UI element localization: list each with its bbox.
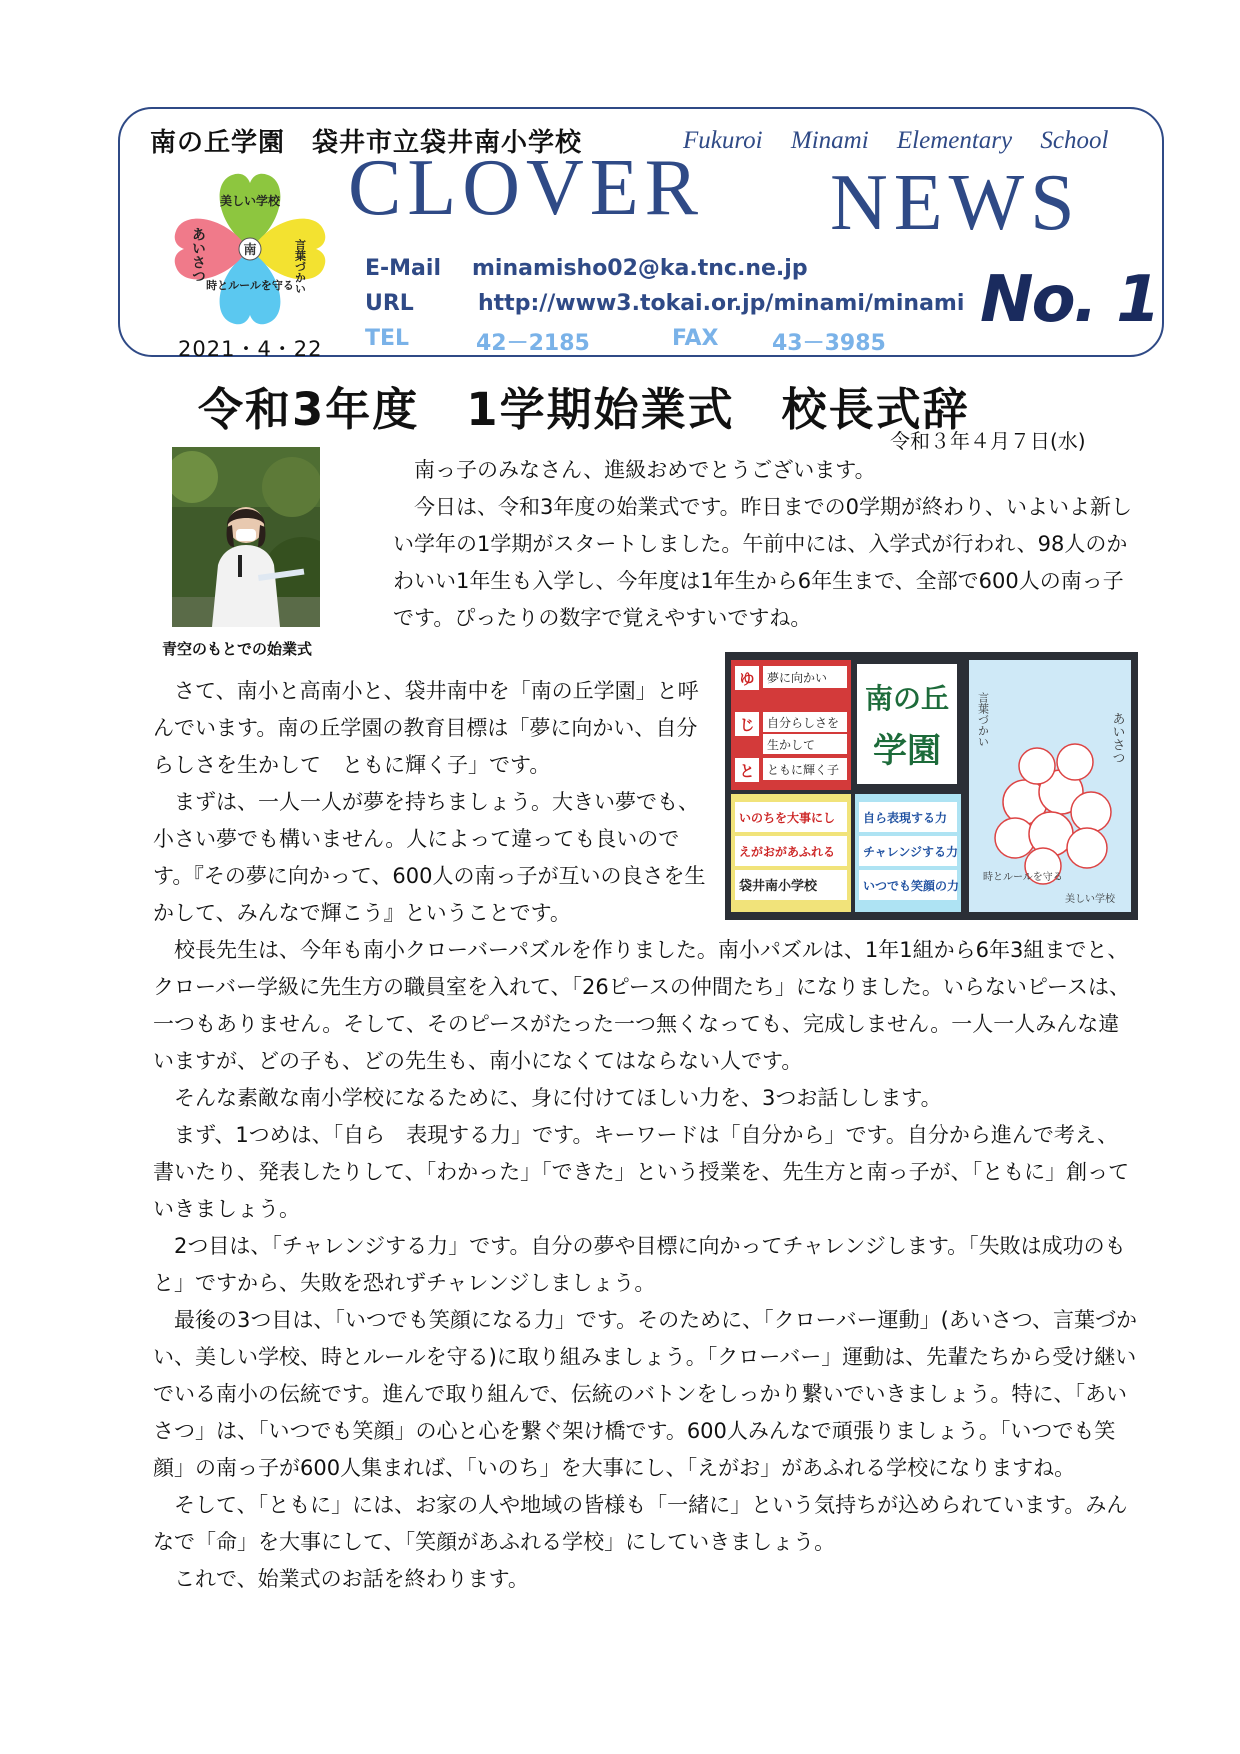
board-right-bottom-left: 時とルールを守る <box>983 872 1063 883</box>
board-lower-mid: 自ら表現する力 <box>863 811 948 825</box>
board-right-bottom: 美しい学校 <box>1065 894 1115 905</box>
paragraph-line: さて、南小と高南小と、袋井南中を「南の丘学園」と呼んでいます。南の丘学園の教育目標は「夢に向かい、自分らしさを生かして ともに輝く子」です。 <box>153 679 699 777</box>
paragraph-line: 2つ目は、「チャレンジする力」です。自分の夢や目標に向かってチャレンジします。「失敗は成功のもと」ですから、失敗を恐れずチャレンジしましょう。 <box>153 1234 1126 1295</box>
board-title-top: 南の丘 <box>864 682 950 715</box>
paragraph-line: そして、「ともに」には、お家の人や地域の皆様も「一緒に」という気持ちが込められています。みんなで「命」を大事にして、「笑顔があふれる学校」にしていきましょう。 <box>153 1493 1128 1554</box>
paragraph-line: 校長先生は、今年も南小クローバーパズルを作りました。南小パズルは、1年1組から6年3組までと、クローバー学級に先生方の職員室を入れて、「26ピースの仲間たち」になりました。いらないピースは、一つもありません。そして、そのピースがたった一つ無くなっても、完成しません。一人一人みんな違いますが、どの子も、どの先生も、南小になくてはならない人です。 <box>153 938 1130 1073</box>
board-lower-left: いのちを大事にし <box>739 811 836 825</box>
board-item: 自分らしさを <box>767 716 840 730</box>
board-lower-left: 袋井南小学校 <box>739 879 818 894</box>
url-link[interactable]: http://www3.tokai.or.jp/minami/minami <box>478 291 965 316</box>
tel-label: TEL <box>365 326 410 351</box>
board-char: と <box>739 762 755 780</box>
board-lower-left: えがおがあふれる <box>739 845 836 859</box>
url-label: URL <box>365 291 414 316</box>
email-label: E-Mail <box>365 256 441 281</box>
logo-center: 南 <box>243 243 257 258</box>
tel-number: 42－2185 <box>476 331 590 356</box>
photo-caption: 青空のもとでの始業式 <box>162 640 313 658</box>
board-lower-mid: いつでも笑顔の力 <box>863 879 960 893</box>
paragraph-line: まずは、一人一人が夢を持ちましょう。大きい夢でも、小さい夢でも構いません。人によって違っても良いのです。『その夢に向かって、600人の南っ子が互いの良さを生かして、みんなで輝こう』ということです。 <box>153 790 706 925</box>
bulletin-board-photo <box>725 652 1138 920</box>
fax-number: 43－3985 <box>772 331 886 356</box>
english-school-name: Fukuroi Minami Elementary School <box>683 127 1109 154</box>
board-item: ともに輝く子 <box>767 763 840 777</box>
paragraph-line: 南っ子のみなさん、進級おめでとうございます。 <box>393 458 876 482</box>
email-address[interactable]: minamisho02@ka.tnc.ne.jp <box>472 256 808 281</box>
logo-text-right: 言葉づかい <box>293 239 307 294</box>
logo-text-top: 美しい学校 <box>219 194 281 208</box>
logo-text-left: あいさつ <box>190 227 206 283</box>
fax-label: FAX <box>672 326 719 351</box>
board-char: じ <box>739 716 755 734</box>
paragraph-line: 最後の3つ目は、「いつでも笑顔になる力」です。そのために、「クローバー運動」(あいさつ、言葉づかい、美しい学校、時とルールを守る)に取り組みましょう。「クローバー」運動は、先輩たちから受け継いでいる南小の伝統です。進んで取り組んで、伝統のバトンをしっかり繋いでいきましょう。特に、「あいさつ」は、「いつでも笑顔」の心と心を繋ぐ架け橋です。600人みんなで頑張りましょう。「いつでも笑顔」の南っ子が600人集まれば、「いのち」を大事にし、「えがお」があふれる学校になりますね。 <box>153 1308 1137 1480</box>
goal-paragraph <box>153 673 708 932</box>
board-char: ゆ <box>739 670 755 688</box>
issue-date: 2021・4・22 <box>178 337 323 361</box>
paragraph-line: 今日は、令和3年度の始業式です。昨日までの0学期が終わり、いよいよ新しい学年の1学期がスタートしました。午前中には、入学式が行われ、98人のかわいい1年生も入学し、今年度は1年生から6年生まで、全部で600人の南っ子です。ぴったりの数字で覚えやすいですね。 <box>393 495 1133 630</box>
article-date: 令和３年４月７日(水) <box>890 429 1086 453</box>
issue-number: No. 1 <box>980 263 1159 337</box>
principal-photo <box>172 447 320 627</box>
clover-logo <box>160 165 340 330</box>
logo-text-bottom: 時とルールを守る <box>206 279 294 292</box>
paragraph-line: まず、1つめは、「自ら 表現する力」です。キーワードは「自分から」です。自分から進んで考え、書いたり、発表したりして、「わかった」「できた」という授業を、先生方と南っ子が、「ともに」創っていきましょう。 <box>153 1123 1130 1221</box>
article-headline: 令和3年度 1学期始業式 校長式辞 <box>198 383 970 436</box>
board-item: 夢に向かい <box>767 671 828 685</box>
paragraph-line: これで、始業式のお話を終わります。 <box>153 1567 529 1591</box>
main-paragraphs <box>153 932 1138 1598</box>
title-news: NEWS <box>830 159 1081 247</box>
board-lower-mid: チャレンジする力 <box>863 845 959 859</box>
paragraph-line: そんな素敵な南小学校になるために、身に付けてほしい力を、3つお話しします。 <box>153 1086 942 1110</box>
board-right-side: あいさつ <box>1109 712 1125 764</box>
board-title-bottom: 学園 <box>873 731 941 771</box>
intro-paragraph <box>393 452 1138 637</box>
title-clover: CLOVER <box>348 144 704 232</box>
board-right-top: 言葉づかい <box>976 692 990 747</box>
school-name: 南の丘学園 袋井市立袋井南小学校 <box>150 128 583 158</box>
board-item: 生かして <box>767 738 816 752</box>
